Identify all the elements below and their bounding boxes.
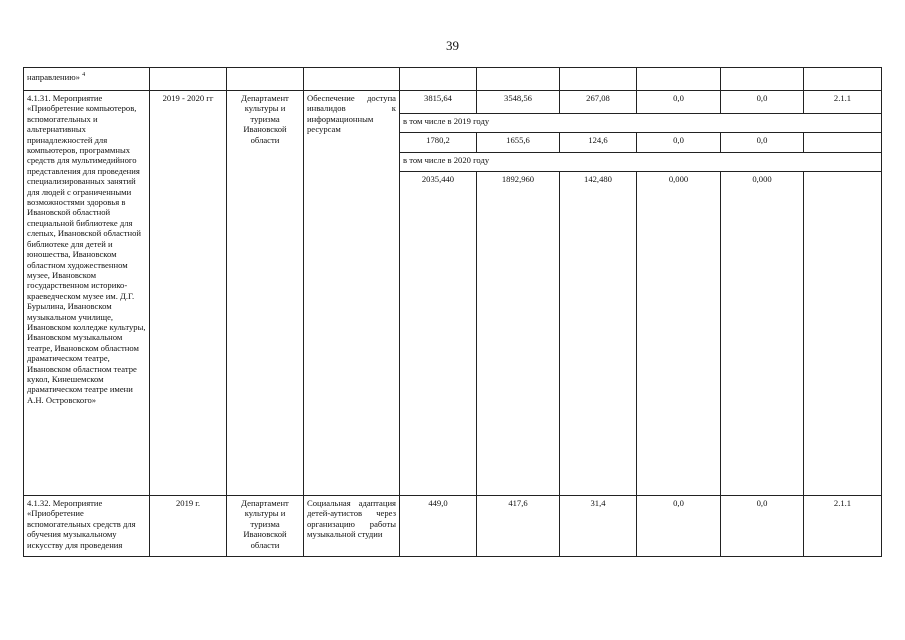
value-cell: 0,000 (721, 172, 804, 496)
value-cell: 0,0 (637, 133, 721, 153)
value-cell: 0,0 (637, 496, 721, 557)
result-cell: Обеспечение доступа инвалидов к информационным ресурсам (304, 91, 400, 496)
note-2019: в том числе в 2019 году (400, 113, 882, 133)
indicator-cell: 2.1.1 (804, 91, 882, 114)
value-cell: 142,480 (560, 172, 637, 496)
value-cell: 0,0 (721, 91, 804, 114)
value-cell: 449,0 (400, 496, 477, 557)
value-cell: 31,4 (560, 496, 637, 557)
row-4-1-32 (24, 496, 882, 557)
empty-cell (304, 68, 400, 91)
program-table (23, 67, 882, 557)
period-cell: 2019 - 2020 гг (150, 91, 227, 496)
measure-name-cell: 4.1.31. Мероприятие «Приобретение компьютеров, вспомогательных и альтернативных принадлежностей для компьютеров, программных средств для мультимедийного представления для проведения специализированных занятий для людей с ограниченными возможностями здоровья в Ивановской областной специальной библиотеке для слепых, Ивановской областной библиотеке для детей и юношества, Ивановском областном художественном музее, Ивановском государственном историко-краеведческом музее им. Д.Г. Бурылина, Ивановском музыкальном училище, Ивановском колледже культуры, Ивановском музыкальном театре, Ивановском областном драматическом театре, Ивановском областном театре кукол, Кинешемском драматическом театре имени А.Н. Островского» (24, 91, 150, 496)
empty-cell (150, 68, 227, 91)
row-4-1-31-total (24, 91, 882, 114)
continuation-cell (24, 68, 150, 91)
value-cell: 1892,960 (477, 172, 560, 496)
executor-cell: Департамент культуры и туризма Ивановской области (227, 496, 304, 557)
value-cell: 3815,64 (400, 91, 477, 114)
empty-cell (804, 68, 882, 91)
result-cell: Социальная адаптация детей-аутистов через организацию работы музыкальной студии (304, 496, 400, 557)
value-cell: 0,000 (637, 172, 721, 496)
empty-cell (400, 68, 477, 91)
continuation-text: направлению» (27, 72, 80, 82)
empty-cell (227, 68, 304, 91)
empty-cell (560, 68, 637, 91)
value-cell: 124,6 (560, 133, 637, 153)
note-2020: в том числе в 2020 году (400, 152, 882, 172)
value-cell: 0,0 (637, 91, 721, 114)
page-number: 39 (446, 38, 459, 53)
value-cell: 417,6 (477, 496, 560, 557)
empty-cell (721, 68, 804, 91)
footnote-mark: 4 (82, 72, 86, 79)
value-cell: 1780,2 (400, 133, 477, 153)
continuation-row (24, 68, 882, 91)
value-cell: 0,0 (721, 496, 804, 557)
executor-cell: Департамент культуры и туризма Ивановской области (227, 91, 304, 496)
measure-name-cell: 4.1.32. Мероприятие «Приобретение вспомогательных средств для обучения музыкальному искусству для проведения (24, 496, 150, 557)
indicator-cell (804, 133, 882, 153)
period-cell: 2019 г. (150, 496, 227, 557)
value-cell: 0,0 (721, 133, 804, 153)
indicator-cell (804, 172, 882, 496)
value-cell: 3548,56 (477, 91, 560, 114)
value-cell: 1655,6 (477, 133, 560, 153)
empty-cell (477, 68, 560, 91)
empty-cell (637, 68, 721, 91)
value-cell: 2035,440 (400, 172, 477, 496)
value-cell: 267,08 (560, 91, 637, 114)
indicator-cell: 2.1.1 (804, 496, 882, 557)
